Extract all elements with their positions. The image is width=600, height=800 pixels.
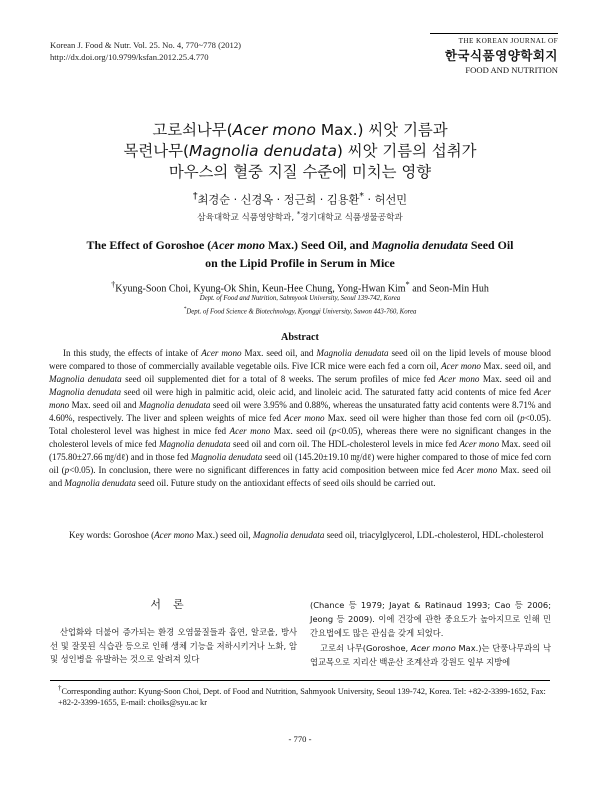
korean-affiliations: 삼육대학교 식품영양학과, *경기대학교 식품생물공학과 xyxy=(197,209,403,223)
footnote-mark: † xyxy=(58,685,62,692)
page-number: - 770 - xyxy=(288,734,312,744)
affiliation-1: Dept. of Food and Nutrition, Sahmyook University, Seoul 139-742, Korea xyxy=(199,295,401,302)
introduction-left-column: 산업화와 더불어 증가되는 환경 오염물질들과 흡연, 알코올, 방사선 및 잘못된 식습관 등으로 인해 생체 기능을 저하시키거나 노화, 암 및 성인병을 유발하는 것으로 알려져 있다 xyxy=(50,627,297,664)
english-title xyxy=(40,236,560,272)
corresponding-author-footnote xyxy=(50,683,552,709)
doi-link[interactable]: http://dx.doi.org/10.9799/ksfan.2012.25.4.770 xyxy=(50,52,209,62)
abstract-body: In this study, the effects of intake of Acer mono Max. seed oil, and Magnolia denudata seed oil on the lipid levels of mouse blood were compared to those of commercially available vegetable oils. Five ICR mice were each fed a corn oil, Acer mono Max. seed oil, and Magnolia denudata seed oil supplemented diet for a total of 8 weeks. The serum profiles of mice fed Acer mono Max. seed oil and Magnolia denudata seed oil were high in palmitic acid, oleic acid, and linoleic acid. The saturated fatty acid contents of mice fed Acer mono Max. seed oil and Magnolia denudata seed oil were 3.95% and 0.88%, whereas the unsaturated fatty acid contents were 8.71% and 4.60%, respectively. The liver and spleen weights of mice fed Acer mono Max. seed oil were higher than those fed corn oil (p<0.05). Total cholesterol level was highest in mice fed Acer mono Max. seed oil (p<0.05), whereas there were no significant changes in the cholesterol levels of mice fed Magnolia denudata seed oil and corn oil. The HDL-cholesterol levels in mice fed Acer mono Max. seed oil (175.80±27.66 ㎎/dℓ) and in those fed Magnolia denudata seed oil (145.20±19.10 ㎎/dℓ) were higher compared to those of mice fed corn oil (p<0.05). In conclusion, there were no significant differences in fatty acid composition between mice fed Acer mono Max. seed oil and Magnolia denudata seed oil. Future study on the antioxidant effects of seed oils should be carried out. xyxy=(49,348,552,488)
journal-logo xyxy=(430,33,558,75)
introduction-right-column xyxy=(310,598,551,669)
abstract-heading: Abstract xyxy=(281,332,319,343)
korean-title-line-2: 목련나무(Magnolia denudata) 씨앗 기름의 섭취가 xyxy=(123,142,477,160)
footnote-divider xyxy=(50,680,550,681)
journal-citation-line: Korean J. Food & Nutr. Vol. 25. No. 4, 770~778 (2012) xyxy=(50,40,242,50)
korean-title-line-3: 마우스의 혈중 지질 수준에 미치는 영향 xyxy=(168,163,432,181)
intro-paragraph-continued: (Chance 등 1979; Jayat & Ratinaud 1993; Cao 등 2006; Jeong 등 2009). 이에 건강에 관한 중요도가 높아지므로 인해 민간요법에도 많은 관심을 갖게 되었다. xyxy=(310,600,551,638)
keywords-text: Key words: Goroshoe (Acer mono Max.) seed oil, Magnolia denudata seed oil, triacylglycerol, LDL-cholesterol, HDL-cholesterol xyxy=(69,530,544,540)
korean-title-line-1: 고로쇠나무(Acer mono Max.) 씨앗 기름과 xyxy=(152,121,448,139)
journal-logo-en-bottom: FOOD AND NUTRITION xyxy=(465,65,558,75)
english-authors: †Kyung-Soon Choi, Kyung-Ok Shin, Keun-Hee Chung, Yong-Hwan Kim* and Seon-Min Huh xyxy=(111,280,489,295)
journal-citation xyxy=(50,39,241,63)
footnote-text: Corresponding author: Kyung-Soon Choi, Dept. of Food and Nutrition, Sahmyook University, Seoul 139-742, Korea. Tel: +82-2-3399-1652, Fax: +82-2-3399-1655, E-mail: choiks@syu.ac kr xyxy=(58,686,546,708)
korean-title xyxy=(50,120,550,183)
english-title-line-1: The Effect of Goroshoe (Acer mono Max.) Seed Oil, and Magnolia denudata Seed Oil xyxy=(86,238,514,252)
english-title-line-2: on the Lipid Profile in Serum in Mice xyxy=(205,256,395,270)
keywords xyxy=(49,529,551,542)
korean-authors: †최경순 · 신경옥 · 정근희 · 김용환* · 허선민 xyxy=(192,191,408,207)
english-affiliations xyxy=(40,293,560,317)
introduction-heading: 서론 xyxy=(150,598,196,611)
affiliation-2: *Dept. of Food Science & Biotechnology, Kyonggi University, Suwon 443-760, Korea xyxy=(183,306,417,316)
intro-paragraph-goroshoe: 고로쇠 나무(Goroshoe, Acer mono Max.)는 단풍나무과의 낙엽교목으로 지리산 백운산 조계산과 강원도 일부 지방에 xyxy=(310,643,552,667)
journal-logo-en-top: THE KOREAN JOURNAL OF xyxy=(458,37,558,45)
journal-logo-ko: 한국식품영양학회지 xyxy=(444,48,558,63)
